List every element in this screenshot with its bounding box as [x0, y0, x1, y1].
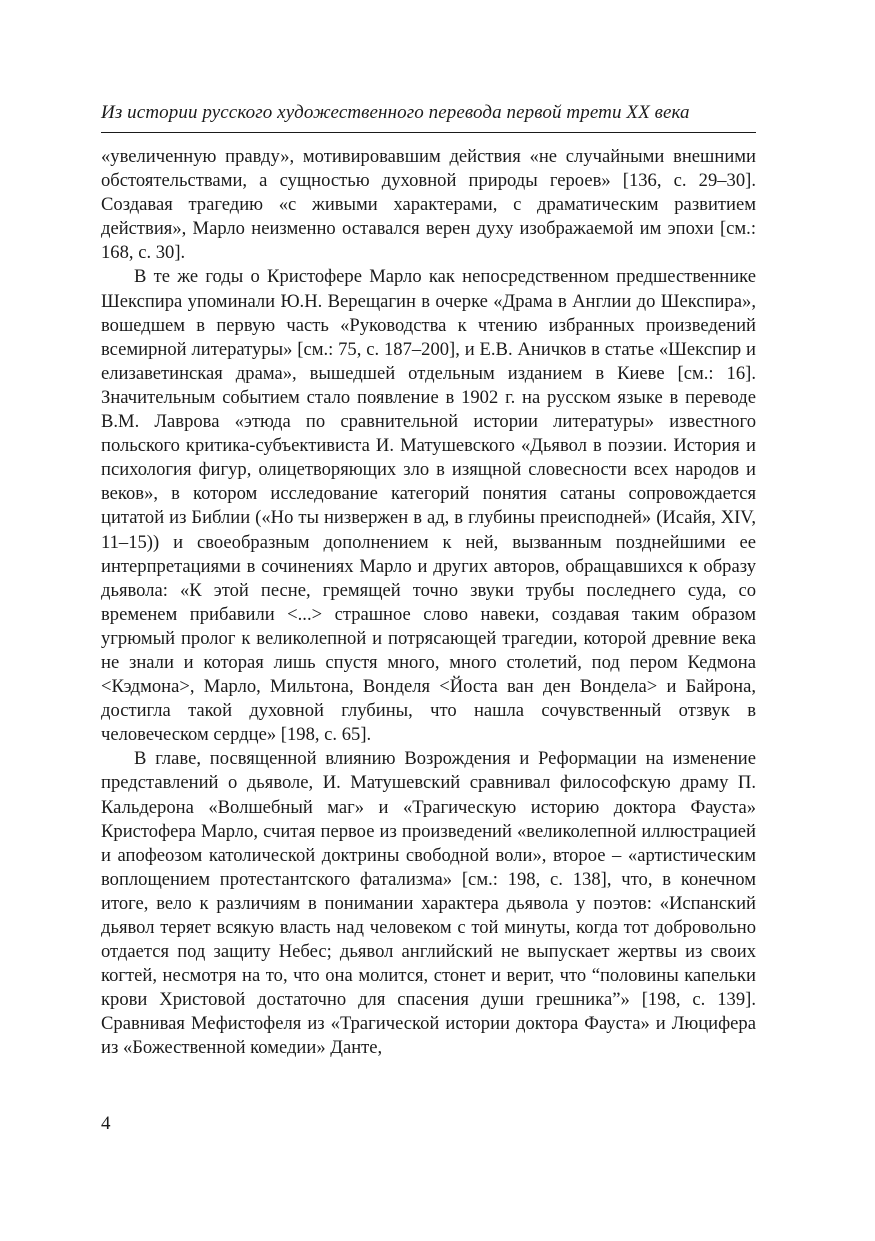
- header-divider: [101, 132, 756, 133]
- paragraph-renaissance-reformation: В главе, посвященной влиянию Возрождения и Реформации на изменение представлений о дьяволе, И. Матушевский сравнивал философскую драму П. Кальдерона «Волшебный маг» и «Трагическую историю доктора Фауста» Кристофера Марло, считая первое из произведений «великолепной иллюстрацией и апофеозом католической доктрины свободной воли», второе – «артистическим воплощением протестантского фатализма» [см.: 198, с. 138], что, в конечном итоге, вело к различиям в понимании характера дьявола у поэтов: «Испанский дьявол теряет всякую власть над человеком с той минуты, когда тот добровольно отдается под защиту Небес; дьявол английский не выпускает жертвы из своих когтей, несмотря на то, что она молится, стонет и верит, что “половины капельки крови Христовой достаточно для спасения души грешника”» [198, с. 139]. Сравнивая Мефистофеля из «Трагической истории доктора Фауста» и Люцифера из «Божественной комедии» Данте,: [101, 748, 756, 1059]
- paragraph-marlowe-predecessor: В те же годы о Кристофере Марло как непосредственном предшественнике Шекспира упоминали Ю.Н. Верещагин в очерке «Драма в Англии до Шекспира», вошедшем в первую часть «Руководства к чтению избранных произведений всемирной литературы» [см.: 75, с. 187–200], и Е.В. Аничков в статье «Шекспир и елизаветинская драма», вышедшей отдельным изданием в Киеве [см.: 16]. Значительным событием стало появление в 1902 г. на русском языке в переводе В.М. Лаврова «этюда по сравнительной истории литературы» известного польского критика-субъективиста И. Матушевского «Дьявол в поэзии. История и психология фигур, олицетворяющих зло в изящной словесности всех народов и веков», в котором исследование категорий понятия сатаны сопровождается цитатой из Библии («Но ты низвержен в ад, в глубины преисподней» (Исайя, XIV, 11–15)) и своеобразным дополнением к ней, вызванным позднейшими ее интерпретациями в сочинениях Марло и других авторов, обращавшихся к образу дьявола: «К этой песне, гремящей точно звуки трубы последнего суда, со временем прибавили <...> страшное слово навеки, создавая таким образом угрюмый пролог к великолепной и потрясающей трагедии, которой древние века не знали и которая лишь спустя много, много столетий, под пером Кедмона <Кэдмона>, Марло, Мильтона, Вонделя <Йоста ван ден Вондела> и Байрона, достигла такой духовной глубины, что нашла сочувственный отзвук в человеческом сердце» [198, с. 65].: [101, 266, 756, 746]
- paragraph-continuation: «увеличенную правду», мотивировавшим действия «не случайными внешними обстоятельствами, а сущностью духовной природы героев» [136, с. 29–30]. Создавая трагедию «с живыми характерами, с драматическим развитием действия», Марло неизменно оставался верен духу изображаемой им эпохи [см.: 168, с. 30].: [101, 146, 756, 264]
- page-number: 4: [101, 1113, 111, 1134]
- running-header: Из истории русского художественного перевода первой трети XX века: [101, 102, 690, 123]
- body-text: [101, 145, 756, 1061]
